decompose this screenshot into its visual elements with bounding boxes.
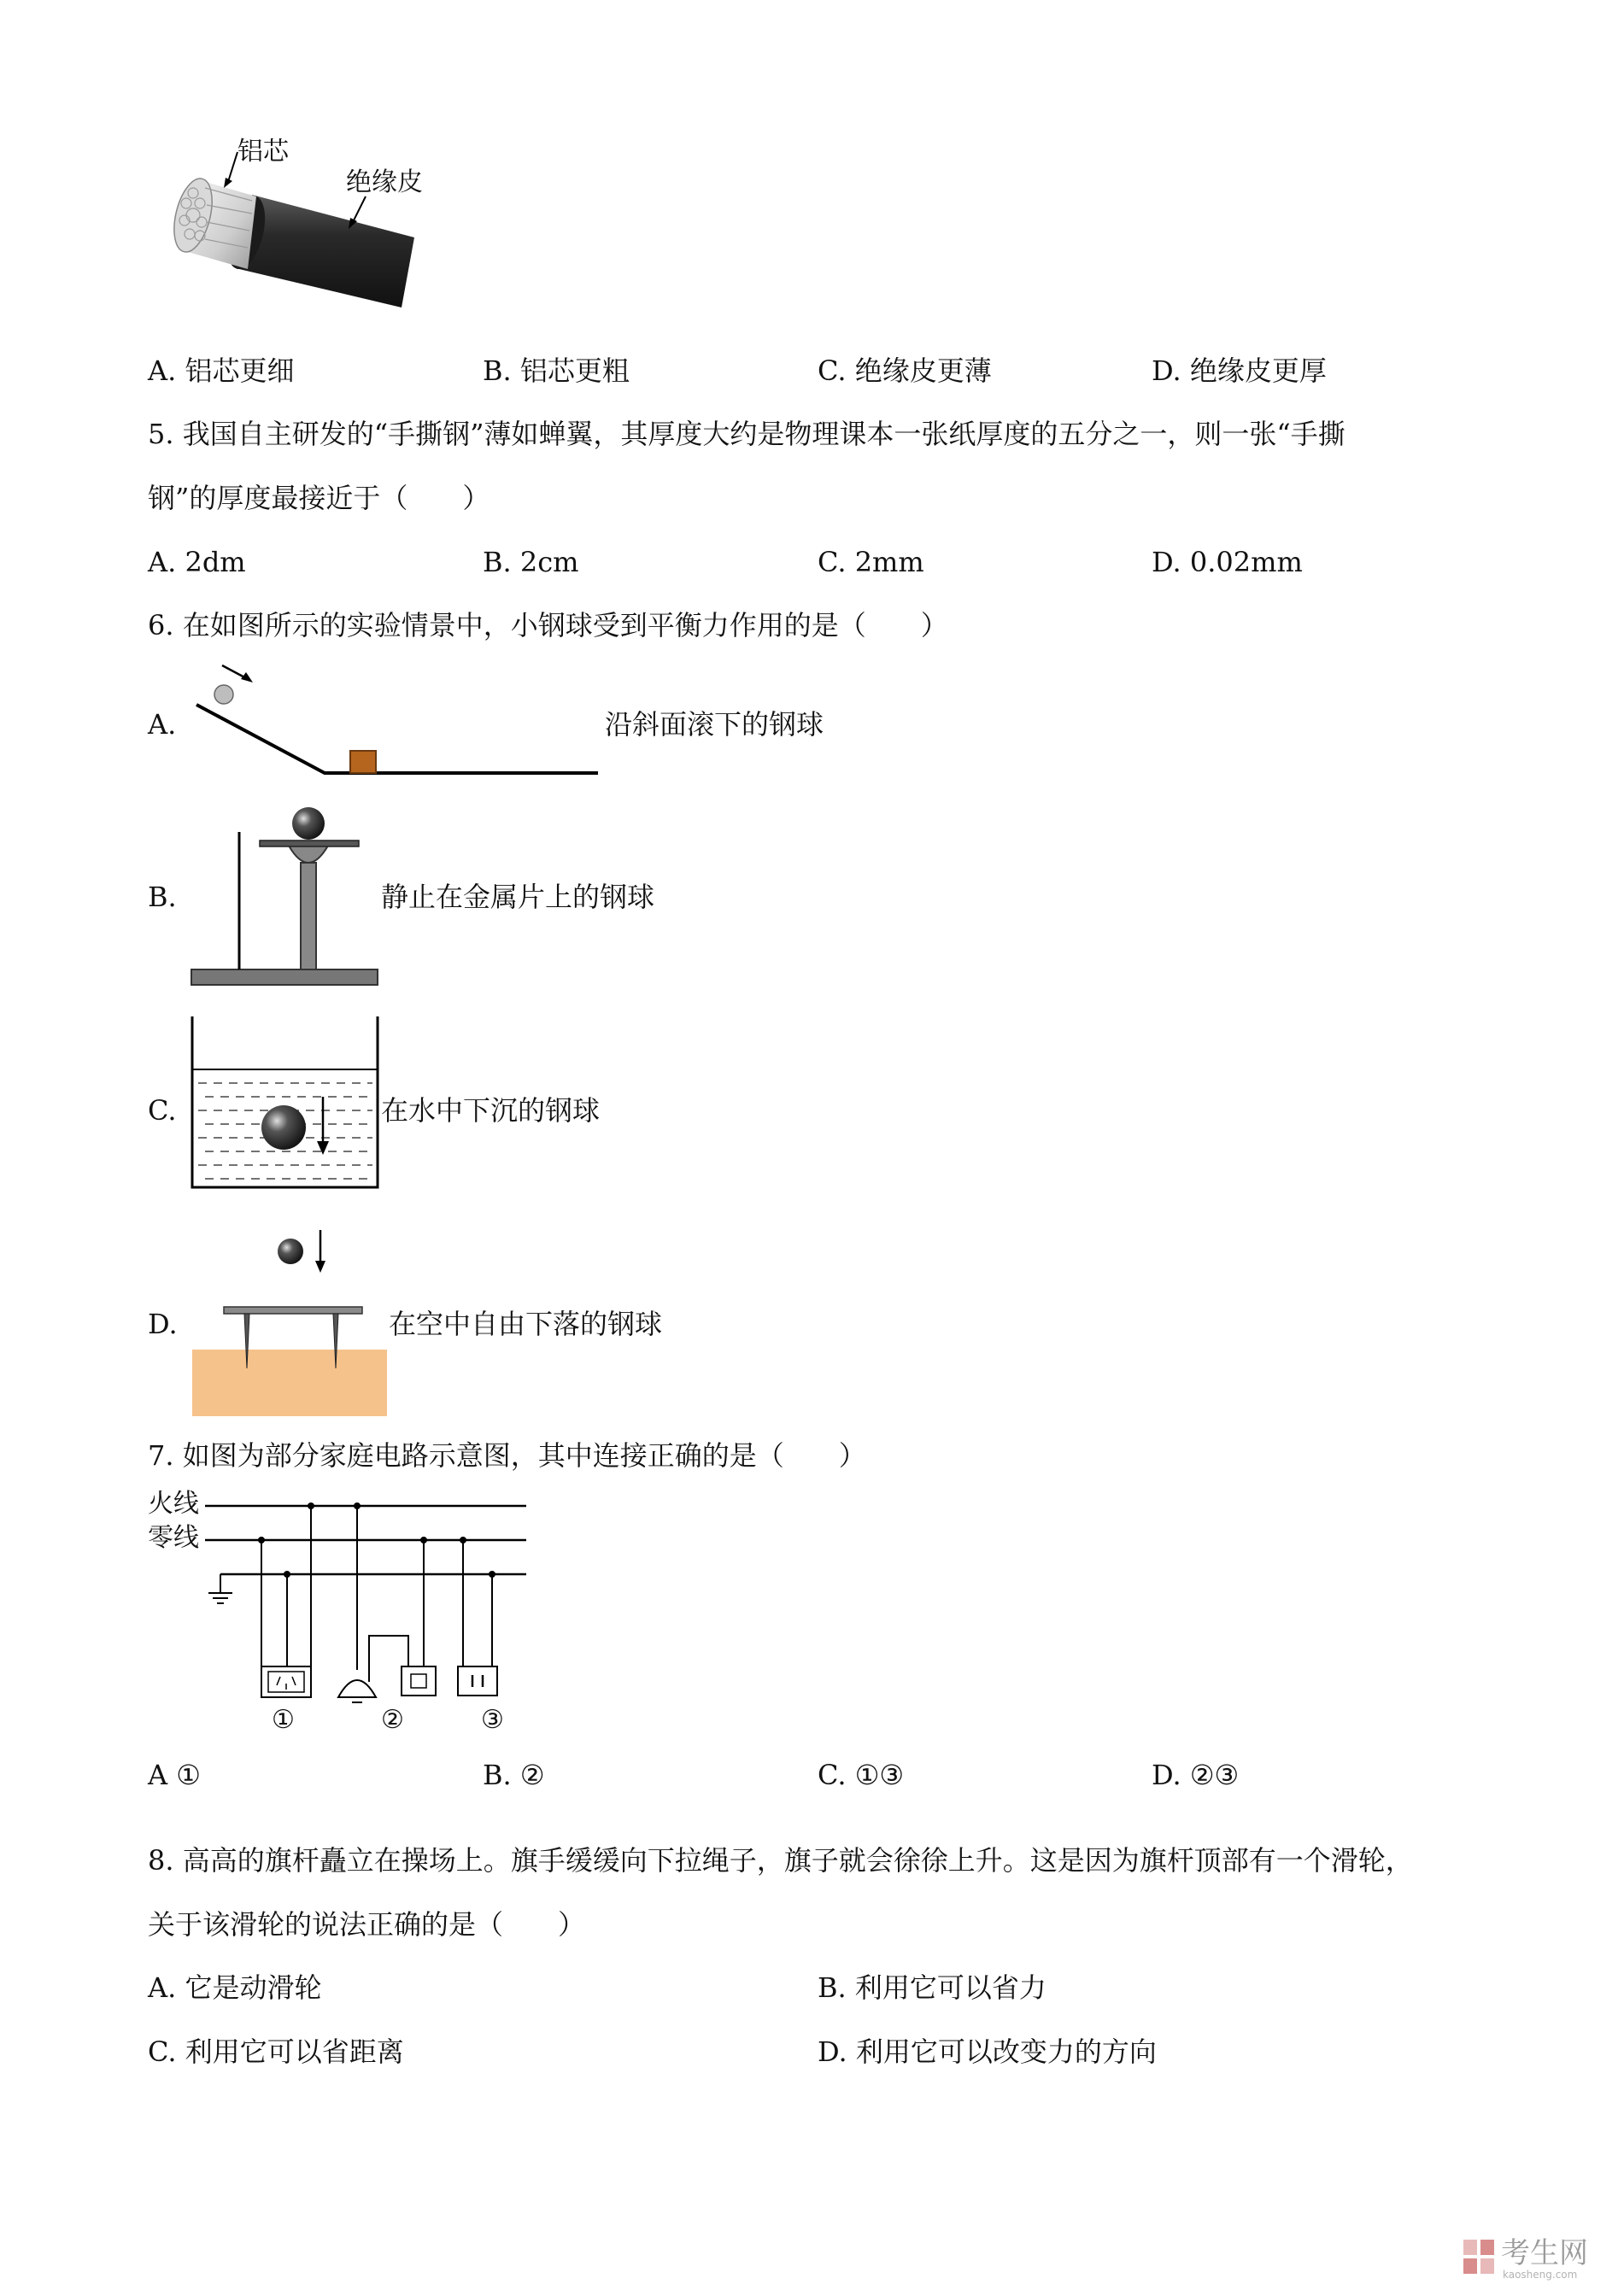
q6-option-a-text: 沿斜面滚下的钢球 [605, 708, 824, 741]
household-circuit-diagram [196, 1499, 538, 1713]
q6-option-d-letter[interactable]: D. [148, 1308, 178, 1340]
q7-option-c[interactable]: C. ①③ [818, 1759, 905, 1791]
circuit-mark-2: ② [381, 1705, 404, 1735]
q8-stem-line2: 关于该滑轮的说法正确的是（ ） [148, 1908, 586, 1941]
q5-option-c[interactable]: C. 2mm [818, 546, 924, 578]
q6-option-c-letter[interactable]: C. [148, 1094, 177, 1127]
q8-option-b[interactable]: B. 利用它可以省力 [818, 1971, 1047, 2004]
q6-option-a-letter[interactable]: A. [148, 708, 177, 741]
live-wire-label: 火线 [148, 1489, 199, 1519]
cable-illustration [171, 128, 444, 316]
watermark-domain: kaosheng.com [1503, 2269, 1578, 2281]
q4-option-c[interactable]: C. 绝缘皮更薄 [818, 354, 992, 387]
q7-option-b[interactable]: B. ② [483, 1759, 545, 1791]
q8-option-a[interactable]: A. 它是动滑轮 [148, 1971, 322, 2004]
q7-option-d[interactable]: D. ②③ [1152, 1759, 1240, 1791]
watermark-logo-icon [1462, 2238, 1496, 2276]
q6-option-c-text: 在水中下沉的钢球 [381, 1094, 601, 1127]
q7-option-a[interactable]: A ① [148, 1759, 201, 1791]
circuit-mark-3: ③ [481, 1705, 504, 1735]
q5-option-b[interactable]: B. 2cm [483, 546, 579, 578]
cable-core-label: 铝芯 [237, 137, 289, 167]
q6-option-d-text: 在空中自由下落的钢球 [389, 1308, 663, 1340]
q8-option-c[interactable]: C. 利用它可以省距离 [148, 2035, 404, 2068]
water-beaker-figure [188, 1016, 384, 1196]
watermark-logo [1462, 2236, 1590, 2281]
q6-stem: 6. 在如图所示的实验情景中，小钢球受到平衡力作用的是（ ） [148, 609, 948, 641]
q8-option-d[interactable]: D. 利用它可以改变力的方向 [818, 2035, 1157, 2068]
q7-stem: 7. 如图为部分家庭电路示意图，其中连接正确的是（ ） [148, 1439, 866, 1472]
q5-stem-line2: 钢”的厚度最接近于（ ） [148, 482, 490, 514]
cable-figure [171, 128, 444, 316]
q5-option-d[interactable]: D. 0.02mm [1152, 546, 1303, 578]
q5-stem-line1: 5. 我国自主研发的“手撕钢”薄如蝉翼，其厚度大约是物理课本一张纸厚度的五分之一，则一张“手撕 [148, 418, 1346, 450]
q4-option-d[interactable]: D. 绝缘皮更厚 [1152, 354, 1327, 387]
cable-insulation-label: 绝缘皮 [346, 167, 423, 197]
incline-figure [188, 662, 615, 782]
q4-option-a[interactable]: A. 铝芯更细 [148, 354, 295, 387]
q4-option-b[interactable]: B. 铝芯更粗 [483, 354, 630, 387]
stand-figure [188, 803, 384, 991]
q8-stem-line1: 8. 高高的旗杆矗立在操场上。旗手缓缓向下拉绳子，旗子就会徐徐上升。这是因为旗杆顶部有一个滑轮， [148, 1844, 1413, 1877]
circuit-mark-1: ① [272, 1705, 295, 1735]
q6-option-b-text: 静止在金属片上的钢球 [381, 881, 655, 913]
neutral-wire-label: 零线 [148, 1523, 199, 1553]
watermark-name: 考生网 [1501, 2236, 1588, 2270]
free-fall-figure [188, 1221, 393, 1418]
q6-option-b-letter[interactable]: B. [148, 881, 177, 913]
q5-option-a[interactable]: A. 2dm [148, 546, 246, 578]
